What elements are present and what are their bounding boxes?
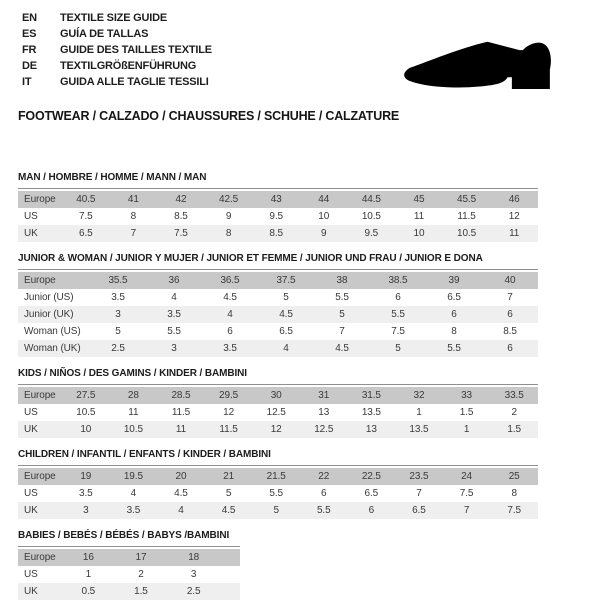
size-value: 6.5 <box>62 225 110 242</box>
size-value: 8.5 <box>482 323 538 340</box>
size-section-title-children: CHILDREN / INFANTIL / ENFANTS / KINDER / BAMBINI <box>18 449 271 460</box>
size-value: 6 <box>370 289 426 306</box>
size-section-title-man: MAN / HOMBRE / HOMME / MANN / MAN <box>18 172 207 183</box>
size-section-title-babies: BABIES / BEBÉS / BÉBÉS / BABYS /BAMBINI <box>18 530 230 541</box>
region-label: UK <box>18 502 62 519</box>
size-value: 45 <box>395 191 443 208</box>
size-value: 7 <box>110 225 158 242</box>
size-row-junior-woman-woman-uk <box>18 340 538 357</box>
size-value: 4.5 <box>202 289 258 306</box>
size-value: 24 <box>443 468 491 485</box>
size-value: 29.5 <box>205 387 253 404</box>
size-value: 7.5 <box>490 502 538 519</box>
region-label: Europe <box>18 387 62 404</box>
size-value: 8 <box>490 485 538 502</box>
language-code: FR <box>22 44 37 56</box>
size-value: 36 <box>146 272 202 289</box>
size-value: 18 <box>167 549 220 566</box>
category-title: FOOTWEAR / CALZADO / CHAUSSURES / SCHUHE / CALZATURE <box>18 109 400 123</box>
size-row-children-europe <box>18 468 538 485</box>
size-value: 5.5 <box>426 340 482 357</box>
size-value: 5 <box>370 340 426 357</box>
size-value: 3.5 <box>110 502 158 519</box>
size-value: 7.5 <box>443 485 491 502</box>
size-value: 10.5 <box>443 225 491 242</box>
size-value: 4.5 <box>314 340 370 357</box>
size-value: 42.5 <box>205 191 253 208</box>
size-value: 3.5 <box>62 485 110 502</box>
size-value: 5 <box>90 323 146 340</box>
size-value: 2 <box>115 566 168 583</box>
size-value: 7 <box>482 289 538 306</box>
size-table-babies <box>18 546 240 600</box>
size-value: 5.5 <box>300 502 348 519</box>
size-value: 12 <box>205 404 253 421</box>
size-value: 27.5 <box>62 387 110 404</box>
size-value: 30 <box>252 387 300 404</box>
size-value: 11 <box>157 421 205 438</box>
size-value: 42 <box>157 191 205 208</box>
size-value: 11 <box>490 225 538 242</box>
size-value: 4.5 <box>157 485 205 502</box>
size-value: 6 <box>202 323 258 340</box>
size-section-title-junior-woman: JUNIOR & WOMAN / JUNIOR Y MUJER / JUNIOR ET FEMME / JUNIOR UND FRAU / JUNIOR E DONA <box>18 253 483 264</box>
region-label: US <box>18 404 62 421</box>
size-value: 13 <box>300 404 348 421</box>
size-value: 6.5 <box>395 502 443 519</box>
size-value: 6 <box>482 306 538 323</box>
row-spacer <box>220 583 240 600</box>
region-label: Junior (US) <box>18 289 90 306</box>
size-value: 10.5 <box>348 208 396 225</box>
size-value: 36.5 <box>202 272 258 289</box>
size-value: 13.5 <box>395 421 443 438</box>
size-value: 23.5 <box>395 468 443 485</box>
size-row-man-europe <box>18 191 538 208</box>
size-value: 3.5 <box>90 289 146 306</box>
language-code: IT <box>22 76 32 88</box>
size-value: 32 <box>395 387 443 404</box>
size-value: 4 <box>146 289 202 306</box>
size-row-man-uk <box>18 225 538 242</box>
language-code: ES <box>22 28 37 40</box>
size-value: 1.5 <box>490 421 538 438</box>
size-value: 41 <box>110 191 158 208</box>
size-section-children <box>18 449 538 519</box>
size-value: 1 <box>443 421 491 438</box>
size-value: 3 <box>146 340 202 357</box>
size-value: 9.5 <box>348 225 396 242</box>
language-code: DE <box>22 60 37 72</box>
size-row-children-us <box>18 485 538 502</box>
size-value: 22.5 <box>348 468 396 485</box>
language-title: GUIDA ALLE TAGLIE TESSILI <box>60 76 209 88</box>
size-value: 5.5 <box>146 323 202 340</box>
size-value: 33.5 <box>490 387 538 404</box>
size-row-kids-us <box>18 404 538 421</box>
region-label: Europe <box>18 468 62 485</box>
size-value: 10.5 <box>62 404 110 421</box>
size-value: 4.5 <box>258 306 314 323</box>
size-value: 6.5 <box>258 323 314 340</box>
size-value: 4 <box>258 340 314 357</box>
size-value: 7.5 <box>62 208 110 225</box>
size-value: 13.5 <box>348 404 396 421</box>
size-value: 8.5 <box>252 225 300 242</box>
size-row-children-uk <box>18 502 538 519</box>
size-table-junior-woman <box>18 269 538 357</box>
size-value: 9 <box>300 225 348 242</box>
size-value: 6 <box>300 485 348 502</box>
size-value: 8 <box>205 225 253 242</box>
size-value: 4.5 <box>205 502 253 519</box>
size-value: 11.5 <box>443 208 491 225</box>
size-value: 25 <box>490 468 538 485</box>
row-spacer <box>220 566 240 583</box>
size-value: 22 <box>300 468 348 485</box>
size-value: 31.5 <box>348 387 396 404</box>
size-row-kids-europe <box>18 387 538 404</box>
size-table-kids <box>18 384 538 438</box>
size-value: 8.5 <box>157 208 205 225</box>
size-section-junior-woman <box>18 253 538 357</box>
size-value: 2.5 <box>167 583 220 600</box>
size-section-man <box>18 172 538 242</box>
size-value: 11.5 <box>157 404 205 421</box>
size-row-babies-us <box>18 566 240 583</box>
size-value: 2 <box>490 404 538 421</box>
size-value: 43 <box>252 191 300 208</box>
size-value: 6.5 <box>348 485 396 502</box>
size-value: 12.5 <box>300 421 348 438</box>
region-label: UK <box>18 225 62 242</box>
size-value: 3.5 <box>146 306 202 323</box>
region-label: Europe <box>18 191 62 208</box>
size-value: 3.5 <box>202 340 258 357</box>
size-value: 1 <box>62 566 115 583</box>
size-value: 28.5 <box>157 387 205 404</box>
size-row-junior-woman-junior-uk <box>18 306 538 323</box>
region-label: US <box>18 485 62 502</box>
size-value: 5 <box>258 289 314 306</box>
size-value: 16 <box>62 549 115 566</box>
size-row-babies-europe <box>18 549 240 566</box>
size-value: 8 <box>426 323 482 340</box>
region-label: UK <box>18 421 62 438</box>
size-row-babies-uk <box>18 583 240 600</box>
size-value: 10 <box>62 421 110 438</box>
size-value: 4 <box>202 306 258 323</box>
region-label: Europe <box>18 549 62 566</box>
region-label: Junior (UK) <box>18 306 90 323</box>
size-value: 1 <box>395 404 443 421</box>
size-value: 45.5 <box>443 191 491 208</box>
size-value: 11 <box>395 208 443 225</box>
size-table-children <box>18 465 538 519</box>
size-value: 7.5 <box>157 225 205 242</box>
size-value: 12 <box>252 421 300 438</box>
region-label: US <box>18 566 62 583</box>
size-value: 10 <box>300 208 348 225</box>
size-value: 5.5 <box>370 306 426 323</box>
shoe-icon <box>398 24 570 100</box>
size-value: 31 <box>300 387 348 404</box>
size-section-babies <box>18 530 538 600</box>
size-table-man <box>18 188 538 242</box>
size-value: 6 <box>482 340 538 357</box>
row-spacer <box>220 549 240 566</box>
size-value: 38 <box>314 272 370 289</box>
size-value: 6 <box>426 306 482 323</box>
size-row-kids-uk <box>18 421 538 438</box>
size-value: 7.5 <box>370 323 426 340</box>
size-value: 19 <box>62 468 110 485</box>
size-value: 11 <box>110 404 158 421</box>
size-value: 19.5 <box>110 468 158 485</box>
size-value: 38.5 <box>370 272 426 289</box>
size-value: 35.5 <box>90 272 146 289</box>
size-value: 7 <box>314 323 370 340</box>
size-row-man-us <box>18 208 538 225</box>
language-title: GUIDE DES TAILLES TEXTILE <box>60 44 212 56</box>
language-code: EN <box>22 12 37 24</box>
size-value: 5 <box>205 485 253 502</box>
size-value: 5.5 <box>252 485 300 502</box>
size-value: 21.5 <box>252 468 300 485</box>
size-value: 6 <box>348 502 396 519</box>
size-value: 0.5 <box>62 583 115 600</box>
size-value: 21 <box>205 468 253 485</box>
size-value: 17 <box>115 549 168 566</box>
size-value: 5 <box>252 502 300 519</box>
size-row-junior-woman-woman-us <box>18 323 538 340</box>
region-label: Europe <box>18 272 90 289</box>
language-title: TEXTILE SIZE GUIDE <box>60 12 168 24</box>
page-header <box>18 10 600 123</box>
size-value: 2.5 <box>90 340 146 357</box>
size-value: 10.5 <box>110 421 158 438</box>
size-row-junior-woman-europe <box>18 272 538 289</box>
size-value: 3 <box>167 566 220 583</box>
language-title: TEXTILGRÖßENFÜHRUNG <box>60 60 197 72</box>
size-value: 6.5 <box>426 289 482 306</box>
size-value: 3 <box>62 502 110 519</box>
size-tables <box>18 172 538 600</box>
size-value: 37.5 <box>258 272 314 289</box>
size-value: 40 <box>482 272 538 289</box>
region-label: UK <box>18 583 62 600</box>
region-label: US <box>18 208 62 225</box>
size-value: 1.5 <box>443 404 491 421</box>
size-value: 20 <box>157 468 205 485</box>
language-title: GUÍA DE TALLAS <box>60 28 149 40</box>
size-value: 3 <box>90 306 146 323</box>
size-value: 28 <box>110 387 158 404</box>
size-value: 9 <box>205 208 253 225</box>
size-value: 13 <box>348 421 396 438</box>
size-value: 46 <box>490 191 538 208</box>
size-value: 5 <box>314 306 370 323</box>
size-value: 33 <box>443 387 491 404</box>
size-section-title-kids: KIDS / NIÑOS / DES GAMINS / KINDER / BAMBINI <box>18 368 247 379</box>
size-value: 9.5 <box>252 208 300 225</box>
size-value: 40.5 <box>62 191 110 208</box>
size-value: 7 <box>443 502 491 519</box>
size-value: 39 <box>426 272 482 289</box>
size-value: 11.5 <box>205 421 253 438</box>
size-value: 12 <box>490 208 538 225</box>
region-label: Woman (UK) <box>18 340 90 357</box>
size-value: 12.5 <box>252 404 300 421</box>
size-value: 4 <box>110 485 158 502</box>
size-value: 10 <box>395 225 443 242</box>
size-row-junior-woman-junior-us <box>18 289 538 306</box>
size-value: 8 <box>110 208 158 225</box>
size-value: 1.5 <box>115 583 168 600</box>
region-label: Woman (US) <box>18 323 90 340</box>
size-value: 7 <box>395 485 443 502</box>
size-value: 4 <box>157 502 205 519</box>
size-value: 44 <box>300 191 348 208</box>
size-value: 5.5 <box>314 289 370 306</box>
size-section-kids <box>18 368 538 438</box>
size-value: 44.5 <box>348 191 396 208</box>
